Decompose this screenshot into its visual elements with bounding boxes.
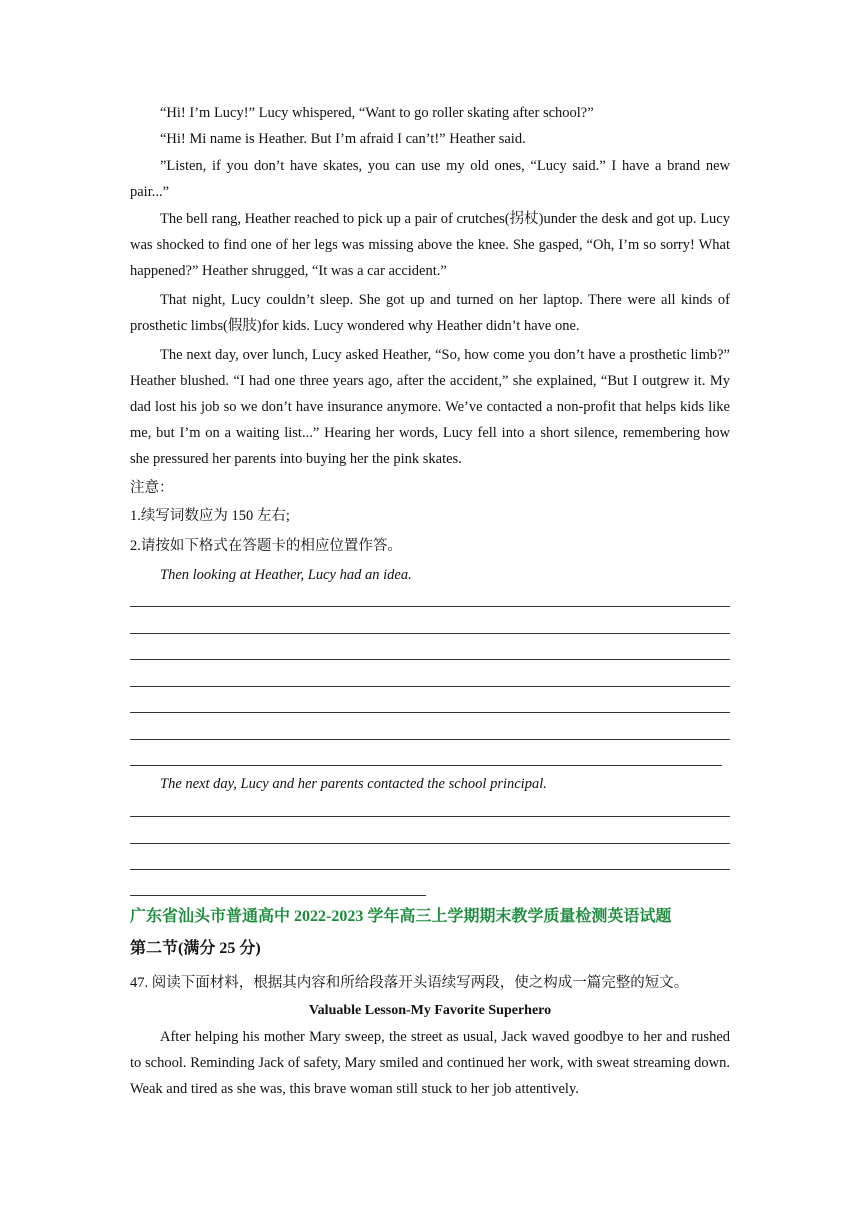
writing-line: [130, 816, 730, 817]
story-paragraph-5: That night, Lucy couldn’t sleep. She got up and turned on her laptop. There were all kinds of prosthetic limbs(假肢)for kids. Lucy wondered why Heather didn’t have one.: [130, 292, 730, 334]
writing-line: [130, 606, 730, 607]
notes-item-1: 1.续写词数应为 150 左右;: [130, 508, 290, 524]
continuation-prompt-2: The next day, Lucy and her parents contacted the school principal.: [160, 776, 547, 792]
story-paragraph-6: The next day, over lunch, Lucy asked Heather, “So, how come you don’t have a prosthetic limb?” Heather blushed. “I had one three years ago, after the accident,” she explained, “But I outgrew it. My dad lost his job so we don’t have insurance anymore. We’ve contacted a non-profit that helps kids like me, but I’m on a waiting list...” Hearing her words, Lucy fell into a short silence, remembering how she pressured her parents into buying her the pink skates.: [130, 347, 730, 467]
story-paragraph-1: “Hi! I’m Lucy!” Lucy whispered, “Want to go roller skating after school?”: [160, 105, 594, 121]
notes-item-2: 2.请按如下格式在答题卡的相应位置作答。: [130, 538, 402, 554]
writing-line: [130, 686, 730, 687]
story-paragraph-3: ”Listen, if you don’t have skates, you can use my old ones, “Lucy said.” I have a brand new pair...”: [130, 158, 730, 200]
notes-label: 注意：: [130, 480, 174, 496]
exam-title: 广东省汕头市普通高中 2022-2023 学年高三上学期期末教学质量检测英语试题: [130, 908, 672, 925]
writing-line: [130, 869, 730, 870]
passage-title: Valuable Lesson-My Favorite Superhero: [308, 1003, 552, 1018]
section-heading: 第二节(满分 25 分): [130, 940, 261, 957]
story-paragraph-4: The bell rang, Heather reached to pick up a pair of crutches(拐杖)under the desk and got up. Lucy was shocked to find one of her legs was missing above the knee. She gasped, “Oh, I’m so sorry! What happened?” Heather shrugged, “It was a car accident.”: [130, 211, 730, 279]
passage-paragraph: After helping his mother Mary sweep, the street as usual, Jack waved goodbye to her and rushed to school. Reminding Jack of safety, Mary smiled and continued her work, with sweat streaming down. Weak and tired as she was, this brave woman still stuck to her job attentively.: [130, 1029, 730, 1097]
writing-line: [130, 712, 730, 713]
writing-line: [130, 895, 426, 896]
story-paragraph-2: “Hi! Mi name is Heather. But I’m afraid I can’t!” Heather said.: [160, 131, 526, 147]
question-instruction: 47. 阅读下面材料，根据其内容和所给段落开头语续写两段，使之构成一篇完整的短文。: [130, 975, 689, 991]
writing-line: [130, 659, 730, 660]
writing-line: [130, 739, 730, 740]
continuation-prompt-1: Then looking at Heather, Lucy had an idea.: [160, 567, 412, 583]
writing-line: [130, 765, 722, 766]
writing-line: [130, 633, 730, 634]
writing-line: [130, 843, 730, 844]
